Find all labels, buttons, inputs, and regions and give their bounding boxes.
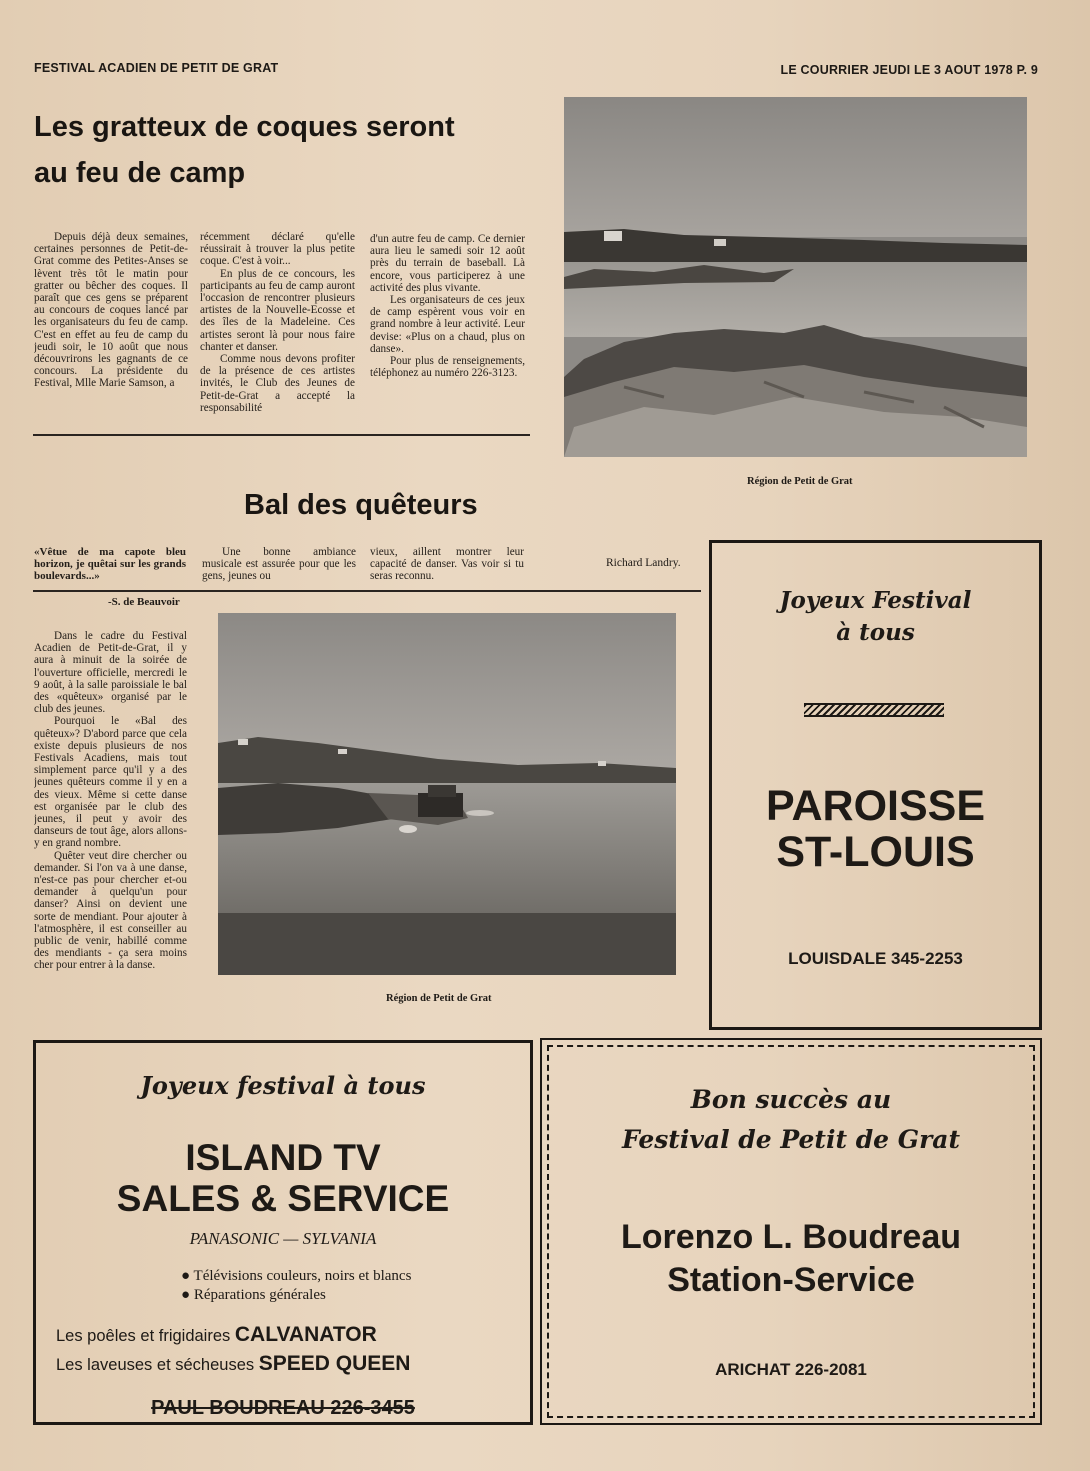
ad-islandtv-line2: Les laveuses et sécheuses SPEED QUEEN	[56, 1352, 411, 1375]
ad-islandtv-contact: PAUL BOUDREAU 226-3455	[151, 1397, 415, 1419]
article1-title-line2: au feu de camp	[34, 157, 246, 189]
header-left: FESTIVAL ACADIEN DE PETIT DE GRAT	[34, 61, 279, 75]
article1-col3-a: d'un autre feu de camp. Ce dernier aura lieu le samedi soir 12 août près du terrain de baseball. Là encore, vous participerez à une activité des plus vivante.	[370, 233, 525, 294]
ad-islandtv-greeting: Joyeux festival à tous	[140, 1071, 426, 1100]
ad-paroisse-name-line1: PAROISSE	[765, 782, 986, 830]
article1-col3-b: Les organisateurs de ces jeux de camp espèrent vous voir en grand nombre à leur activité. Leur devise: «Plus on a chaud, plus on danse».	[370, 294, 525, 355]
article1-col3-c: Pour plus de renseignements, téléphonez au numéro 226-3123.	[370, 355, 525, 380]
article2-intro-col3: vieux, aillent montrer leur capacité de danser. Vas voir si tu seras reconnu.	[370, 546, 524, 583]
ad-islandtv-brands: PANASONIC — SYLVANIA	[189, 1229, 377, 1248]
coastline-photo-1	[564, 97, 1027, 457]
article1-title-line1: Les gratteux de coques seront	[34, 111, 455, 143]
article2-body-p2: Pourquoi le «Bal des quêteux»? D'abord parce que cela existe depuis plusieurs de nos Festivals Acadiens, mais tout simplement parce qu'il y a des jeunes quêteurs comme il y en a des vieux. Même si cette danse est organisée par le club des jeunes, il peut y avoir des danseurs de tout âge, alors allons-y en grand nombre.	[34, 715, 187, 850]
article2-headline: Bal des quêteurs	[244, 489, 478, 521]
ad-islandtv-name	[36, 1137, 530, 1219]
article2-byline: Richard Landry.	[606, 557, 681, 569]
ad-islandtv-bullets	[181, 1267, 411, 1305]
ad-paroisse-name-line2: ST-LOUIS	[776, 828, 975, 876]
ad-lorenzo-boudreau	[540, 1038, 1042, 1425]
article2-body-p1: Dans le cadre du Festival Acadien de Petit-de-Grat, il y aura à minuit de la soirée de l'ouverture officielle, mercredi le 9 août, à la salle paroissiale le bal des «quêteux» organisé par le club des jeunes.	[34, 630, 187, 716]
photo1-caption: Région de Petit de Grat	[747, 476, 853, 487]
ad-paroisse-greeting	[712, 585, 1039, 649]
ad-lorenzo-phone: ARICHAT 226-2081	[715, 1360, 867, 1379]
article1-headline	[34, 104, 534, 196]
article1-col2-b: En plus de ce concours, les participants au feu de camp auront l'occasion de rencontrer plusieurs artistes de la Nouvelle-Ecosse et des îles de la Madeleine. Ces artistes seront là pour nous faire chanter et danser.	[200, 267, 355, 353]
ad-lorenzo-name-line2: Station-Service	[667, 1261, 915, 1299]
article1-col3	[370, 233, 525, 408]
ad-lorenzo-greeting-line1: Bon succès au	[690, 1085, 892, 1114]
article1-col2-a: récemment déclaré qu'elle réussirait à trouver la plus petite coque. C'est à voir...	[200, 231, 355, 268]
ad-paroisse-greeting-line1: Joyeux Festival	[779, 587, 972, 614]
coastline-photo-2	[218, 613, 676, 975]
ad-lorenzo-name	[542, 1216, 1040, 1302]
article1-col1: Depuis déjà deux semaines, certaines personnes de Petit-de-Grat comme des Petites-Anses se lèvent très tôt le matin pour gratter ou bêcher des coques. Il paraît que ces gens se préparent au concours de coques lancé par les organisateurs du feu de camp. C'est en effet au feu de camp du jeudi soir, le 10 août que nous découvrirons les gagnants de ce concours. La présidente du Festival, Mlle Marie Samson, a	[34, 231, 188, 390]
article1-col2-c: Comme nous devons profiter de la présence de ces artistes invités, le Club des Jeunes de Petit-de-Grat a accepté la responsabilité	[200, 353, 355, 414]
bullet-icon: ●	[181, 1268, 194, 1284]
ad-islandtv-line1: Les poêles et frigidaires CALVANATOR	[56, 1323, 377, 1346]
photo2-caption: Région de Petit de Grat	[386, 993, 492, 1004]
header-right: LE COURRIER JEUDI LE 3 AOUT 1978 P. 9	[780, 63, 1038, 77]
calvanator-brand: CALVANATOR	[234, 1323, 377, 1346]
article1-rule	[33, 434, 530, 436]
ad-islandtv-bullet1: ● Télévisions couleurs, noirs et blancs	[181, 1268, 412, 1284]
article2-body-p3: Quêter veut dire chercher ou demander. Si l'on va à une danse, n'est-ce pas pour chercher et-ou demander à quelqu'un pour danser? Ainsi on devient une sorte de mendiant. Pour ajouter à l'atmosphère, il est conseiller au public de venir, habillé comme des mendiants - ça sera moins cher pour entrer à la danse.	[34, 849, 187, 972]
ad-lorenzo-greeting-line2: Festival de Petit de Grat	[621, 1125, 961, 1154]
article2-quote-author: -S. de Beauvoir	[108, 596, 180, 608]
article2-intro-col2: Une bonne ambiance musicale est assurée pour que les gens, jeunes ou	[202, 546, 356, 583]
speed-queen-brand: SPEED QUEEN	[258, 1352, 411, 1375]
ad-lorenzo-name-line1: Lorenzo L. Boudreau	[621, 1218, 961, 1256]
article2-body	[34, 630, 187, 1028]
ad-islandtv-appliances	[56, 1321, 410, 1379]
article2-quote: «Vêtue de ma capote bleu horizon, je quêtai sur les grands boulevards...»	[34, 546, 186, 583]
ad-paroisse-ornament	[804, 703, 944, 717]
ad-paroisse-greeting-line2: à tous	[836, 619, 915, 646]
ad-paroisse-name	[712, 783, 1039, 875]
ad-islandtv-name-line1: ISLAND TV	[185, 1137, 381, 1178]
article1-col2	[200, 231, 355, 427]
ad-paroisse-phone: LOUISDALE 345-2253	[788, 949, 963, 968]
ad-islandtv-bullet2: ● Réparations générales	[181, 1287, 326, 1303]
ad-island-tv	[33, 1040, 533, 1425]
ad-paroisse-st-louis	[709, 540, 1042, 1030]
ad-islandtv-name-line2: SALES & SERVICE	[116, 1178, 450, 1219]
bullet-icon: ●	[181, 1287, 194, 1303]
ad-lorenzo-greeting	[542, 1080, 1040, 1160]
article2-rule	[33, 590, 701, 592]
